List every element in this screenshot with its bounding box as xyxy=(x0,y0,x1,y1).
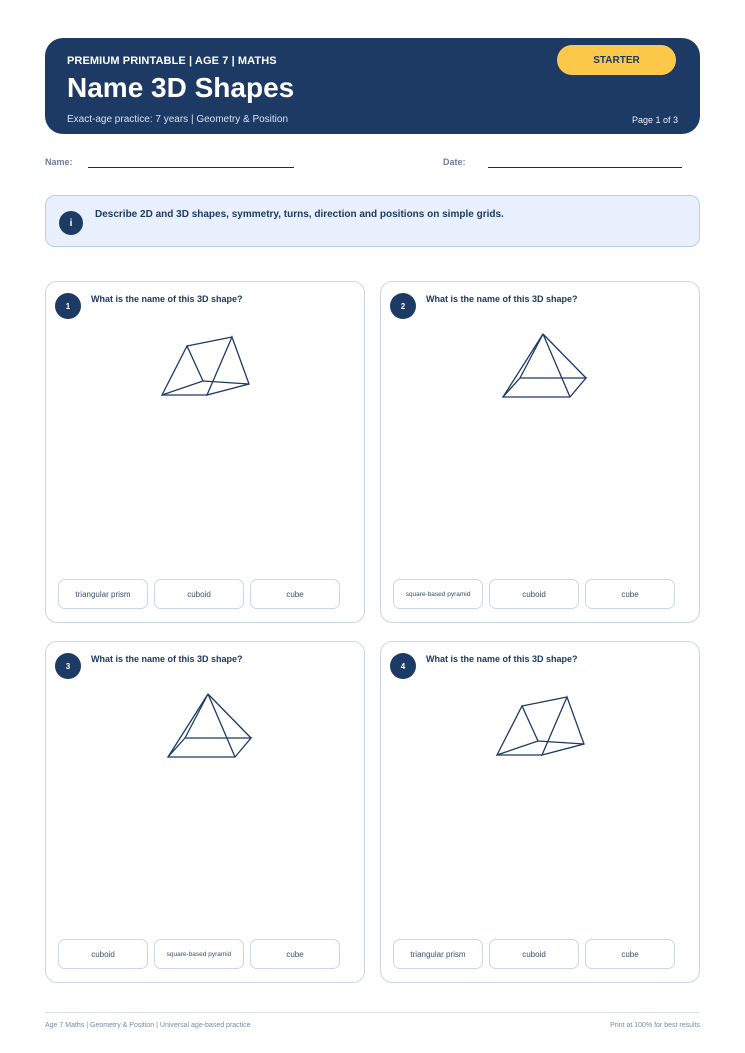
header-subtitle: Exact-age practice: 7 years | Geometry & Position xyxy=(67,114,289,125)
question-card-3 xyxy=(45,641,365,983)
question-text: What is the name of this 3D shape? xyxy=(91,654,243,664)
footer-left-text: Age 7 Maths | Geometry & Position | Universal age-based practice xyxy=(45,1022,251,1029)
info-box xyxy=(45,195,700,247)
footer-divider xyxy=(45,1012,700,1013)
triangular-prism-icon xyxy=(494,695,587,757)
question-text: What is the name of this 3D shape? xyxy=(91,294,243,304)
answer-option[interactable]: cube xyxy=(585,939,675,969)
question-card-2 xyxy=(380,281,700,623)
answer-option[interactable]: square-based pyramid xyxy=(393,579,483,609)
answer-options xyxy=(393,579,676,609)
level-badge: STARTER xyxy=(557,45,676,75)
answer-option[interactable]: cuboid xyxy=(154,579,244,609)
answer-option[interactable]: cube xyxy=(585,579,675,609)
date-label: Date: xyxy=(443,157,466,167)
page-title: Name 3D Shapes xyxy=(67,72,295,103)
answer-option[interactable]: triangular prism xyxy=(393,939,483,969)
answer-option[interactable]: cuboid xyxy=(58,939,148,969)
answer-option[interactable]: cube xyxy=(250,579,340,609)
footer-right-text: Print at 100% for best results xyxy=(610,1022,700,1029)
answer-options xyxy=(58,579,341,609)
answer-option[interactable]: cuboid xyxy=(489,939,579,969)
answer-option[interactable]: cuboid xyxy=(489,579,579,609)
header-kicker: PREMIUM PRINTABLE | AGE 7 | MATHS xyxy=(67,55,277,67)
worksheet-header xyxy=(45,38,700,134)
square-based-pyramid-icon xyxy=(500,332,590,400)
info-text: Describe 2D and 3D shapes, symmetry, turns, direction and positions on simple grids. xyxy=(95,209,504,220)
answer-option[interactable]: triangular prism xyxy=(58,579,148,609)
question-number: 2 xyxy=(390,293,416,319)
answer-option[interactable]: square-based pyramid xyxy=(154,939,244,969)
page-number: Page 1 of 3 xyxy=(631,115,678,125)
question-card-4 xyxy=(380,641,700,983)
name-line[interactable] xyxy=(88,167,294,168)
date-line[interactable] xyxy=(488,167,682,168)
info-icon: i xyxy=(59,211,83,235)
question-number: 3 xyxy=(55,653,81,679)
question-text: What is the name of this 3D shape? xyxy=(426,654,578,664)
answer-options xyxy=(393,939,676,969)
name-label: Name: xyxy=(45,157,73,167)
question-number: 4 xyxy=(390,653,416,679)
triangular-prism-icon xyxy=(159,335,252,397)
square-based-pyramid-icon xyxy=(165,692,255,760)
question-number: 1 xyxy=(55,293,81,319)
question-text: What is the name of this 3D shape? xyxy=(426,294,578,304)
question-card-1 xyxy=(45,281,365,623)
answer-options xyxy=(58,939,341,969)
answer-option[interactable]: cube xyxy=(250,939,340,969)
